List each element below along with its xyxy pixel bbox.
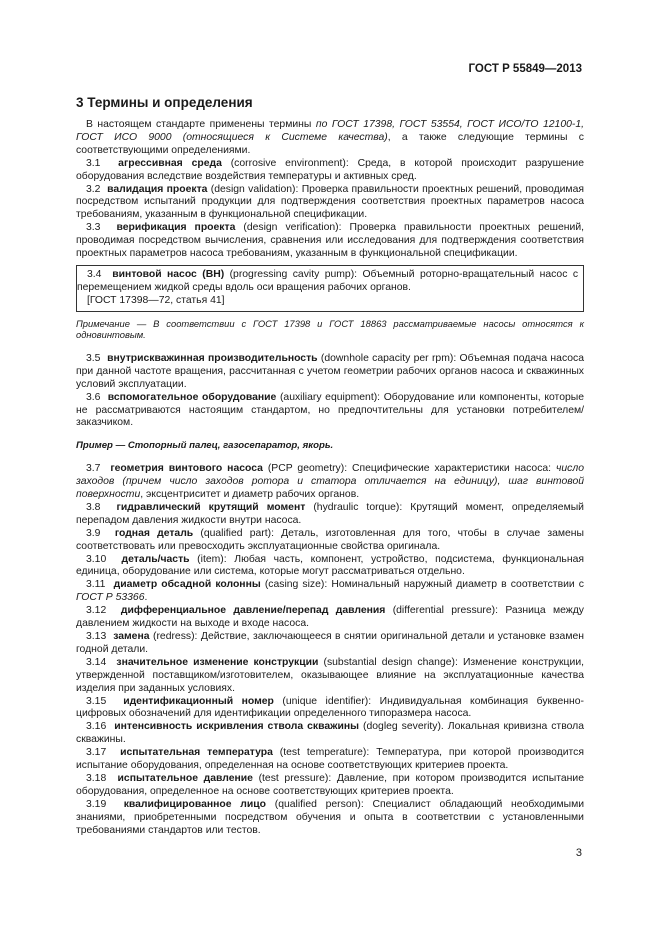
intro-text-end: , а также следующие термины с соответствующими определениями. [76,131,584,156]
term-name: квалифицированное лицо [123,798,267,810]
term-number: 3.9 [86,527,101,539]
term-definition: (test temperature): Температура, при которой производится испытание оборудования, определенная на основе соответствующих критериев проекта. [76,747,585,772]
term-name: диаметр обсадной колонны [113,579,261,591]
term-name: испытательное давление [117,772,253,784]
term-definition: (hydraulic torque): Крутящий момент, определяемый перепадом давления жидкости внутри насоса. [76,501,584,526]
term-definition: (design verification): Проверка правильности проектных решений, проводимая посредством вычисления, сравнения или исследования для подтверждения соответствия проектных параметров насоса требованиям, указанным в функциональной спецификации. [76,222,585,260]
term-definition-end: , эксцентриситет и диаметр рабочих органов. [140,489,360,501]
term-3-16 [76,721,584,747]
term-number: 3.5 [86,352,101,364]
term-name: вспомогательное оборудование [107,391,277,403]
term-name: интенсивность искривления ствола скважины [114,721,360,733]
term-name: верификация проекта [116,222,236,234]
term-name: гидравлический крутящий момент [116,501,306,513]
page-number: 3 [575,847,582,859]
term-number: 3.1 [86,157,101,169]
term-name: годная деталь [114,527,194,539]
term-number: 3.16 [86,721,107,733]
term-definition: (downhole capacity per rpm): Объемная подача насоса при данной частоте вращения, рассчитанная с учетом геометрии рабочих органов насоса и скважинных условий эксплуатации. [76,352,585,390]
term-3-18 [76,773,584,799]
terms-body [76,119,584,838]
term-name: идентификационный номер [123,695,274,707]
term-number: 3.11 [86,579,106,591]
term-definition: (auxiliary equipment): Оборудование или компоненты, которые не рассматриваются настоящим стандартом, но предпочтительны для установки потребителем/заказчиком. [76,391,584,429]
term-number: 3.18 [86,772,107,784]
term-name: агрессивная среда [118,157,222,169]
intro-paragraph [76,119,584,158]
term-definition: (dogleg severity). Локальная кривизна ствола скважины. [76,721,584,746]
term-number: 3.6 [86,391,101,403]
term-definition: (PCP geometry): Специфические характеристики насоса: [262,463,556,475]
term-3-2 [76,184,584,223]
term-definition: (redress): Действие, заключающееся в снятии оригинальной детали и установке взамен годной детали. [76,631,584,655]
term-3-19 [76,799,584,838]
intro-standards-ref: по ГОСТ 17398, ГОСТ 53554, ГОСТ ИСО/ТО 12100-1, ГОСТ ИСО 9000 (относящиеся к Системе качества) [76,119,585,143]
term-number: 3.19 [86,798,107,810]
term-number: 3.7 [86,463,101,475]
intro-text: В настоящем стандарте применены термины [86,119,316,130]
term-definition-italic: ГОСТ Р 53366 [76,592,145,604]
term-name: геометрия винтового насоса [110,463,263,475]
term-number: 3.12 [86,605,107,617]
term-definition: (substantial design change): Изменение конструкции, утвержденной поставщиком/изготовителем, оказывающее влияние на эксплуатационные качества изделия при заданных условиях. [76,656,585,694]
term-number: 3.15 [86,695,107,707]
term-3-5 [76,353,584,392]
term-number: 3.4 [87,268,102,280]
term-number: 3.17 [86,747,107,759]
term-number: 3.3 [86,222,101,234]
term-name: деталь/часть [121,553,190,565]
term-number: 3.13 [86,631,107,642]
term-name: замена [113,631,150,642]
example: Пример — Стопорный палец, газосепаратор, якорь. [76,440,334,452]
term-3-17 [76,747,584,773]
note: Примечание — В соответствии с ГОСТ 17398 и ГОСТ 18863 рассматриваемые насосы относятся к одновинтовым. [76,317,584,341]
term-name: внутрискважинная производительность [107,352,318,364]
term-3-8 [76,502,584,528]
term-definition: (design validation): Проверка правильности проектных решений, проводимая посредством испытаний продукции для подтверждения соответствия проектных параметров насоса требованиям, указанным в функциональной спецификации. [76,183,584,221]
term-definition: (progressing cavity pump): Объемный роторно-вращательный насос с перемещением жидкой среды вдоль оси вращения рабочих органов. [77,268,579,293]
term-name: винтовой насос (ВН) [112,268,225,280]
term-definition: (corrosive environment): Среда, в которой происходит разрушение оборудования вследствие воздействия температуры и активных сред. [76,157,584,182]
term-3-4-reference: [ГОСТ 17398—72, статья 41] [87,294,225,306]
term-3-6 [76,392,584,431]
term-3-4 [77,269,578,295]
term-number: 3.2 [86,183,101,195]
term-3-7 [76,463,584,502]
term-definition: (qualified part): Деталь, изготовленная для того, чтобы в случае замены соответствовать или превосходить эксплуатационные свойства оригинала. [76,527,584,552]
term-definition-end: . [144,592,148,604]
term-name: испытательная температура [120,747,273,759]
section-title: 3 Термины и определения [76,95,253,110]
term-3-3 [76,222,584,261]
term-3-15 [76,696,584,722]
term-3-4-box [76,265,584,312]
term-number: 3.10 [86,553,107,565]
term-definition: (qualified person): Специалист обладающий необходимыми знаниями, приобретенными посредством обучения и опыта в соответствии с установленными требованиями стандартов или тестов. [76,798,585,836]
standard-header: ГОСТ Р 55849—2013 [468,63,582,75]
term-3-11 [76,579,584,605]
term-3-9 [76,528,584,554]
term-name: значительное изменение конструкции [116,656,319,668]
term-definition: (unique identifier): Индивидуальная комбинация буквенно-цифровых обозначений для идентификации определенного типоразмера насоса. [76,695,584,720]
term-3-12 [76,605,584,631]
term-definition: (item): Любая часть, компонент, устройство, подсистема, функциональная единица, оборудование или система, которые могут рассматриваться отдельно. [76,553,584,578]
term-definition: (test pressure): Давление, при котором производится испытание оборудования, определенное на основе соответствующих критериев проекта. [76,772,584,797]
term-definition-italic: число заходов (причем число заходов ротора и статора отличается на единицу), шаг винтовой поверхности [76,463,584,501]
term-definition: (differential pressure): Разница между давлением жидкости на выходе и входе насоса. [76,605,584,630]
term-number: 3.14 [86,656,107,668]
term-number: 3.8 [86,501,101,513]
term-name: дифференциальное давление/перепад давления [120,605,386,617]
term-name: валидация проекта [107,183,208,195]
term-3-1 [76,158,584,184]
term-3-10 [76,554,584,580]
term-3-14 [76,657,584,696]
term-definition: (casing size): Номинальный наружный диаметр в соответствии с [260,579,584,591]
term-3-13 [76,631,584,657]
